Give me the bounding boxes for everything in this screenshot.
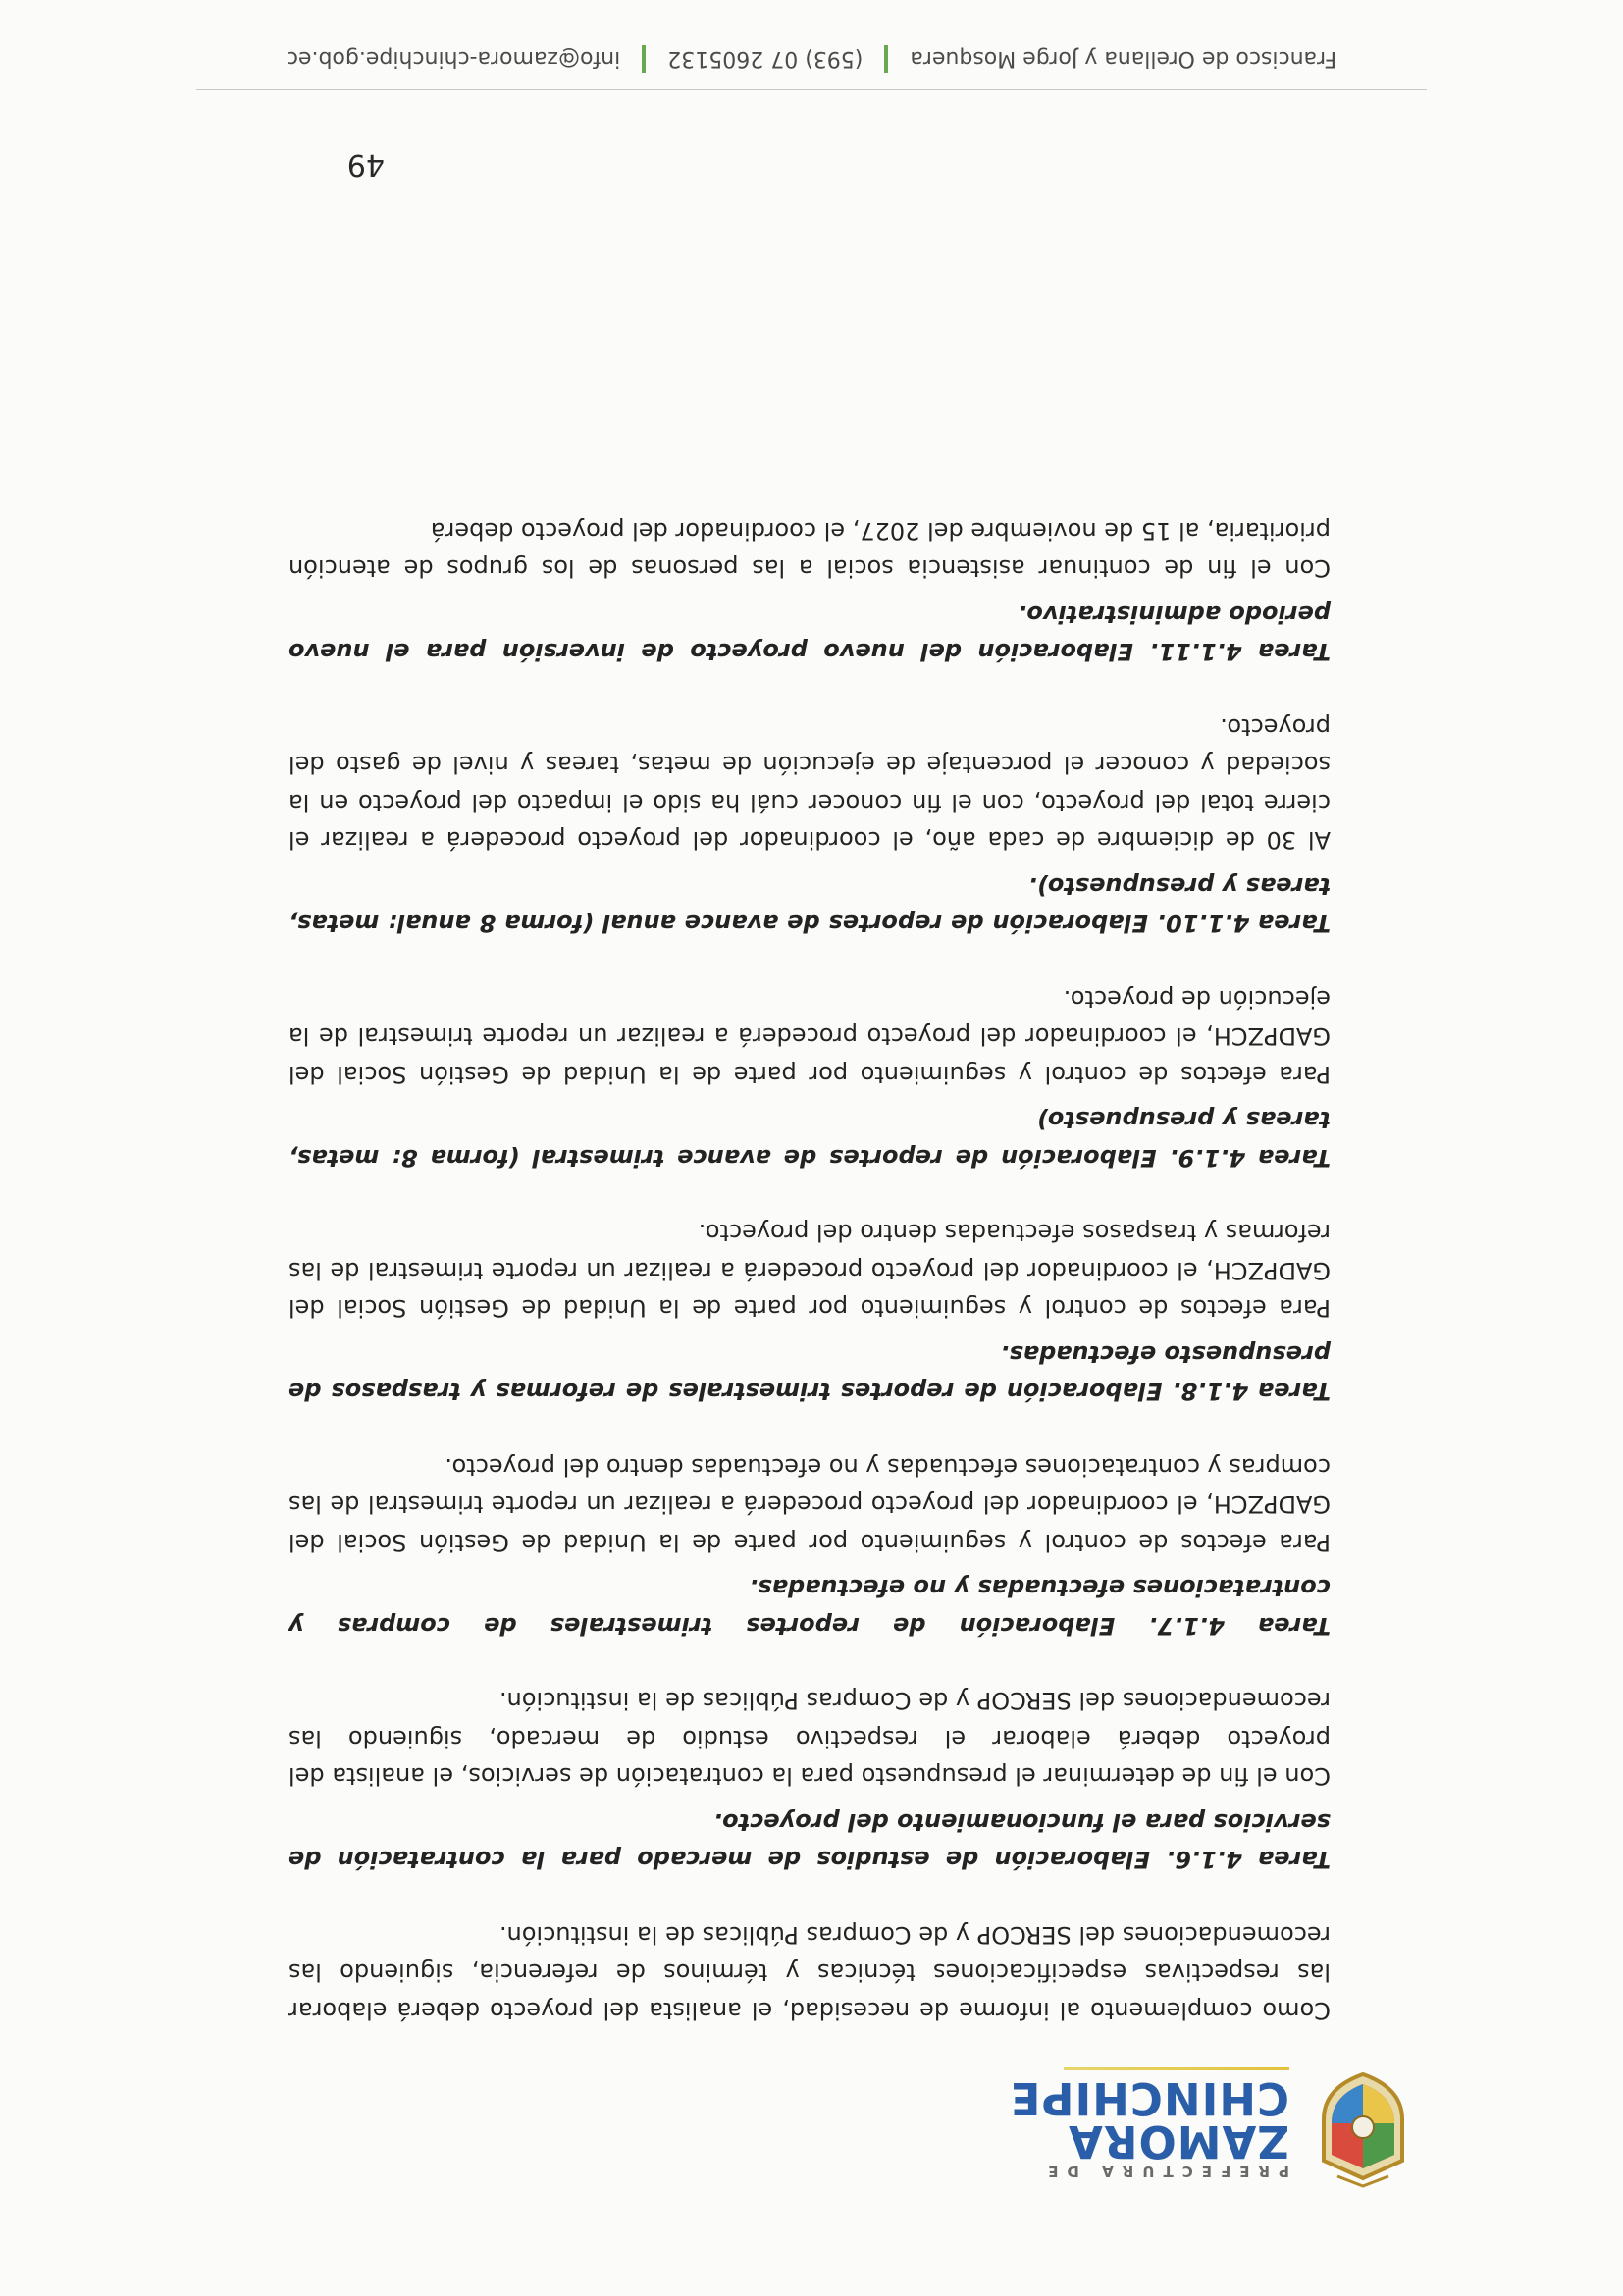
body-paragraph: Con el fin de determinar el presupuesto para la contratación de servicios, el analista del proyecto deberá elaborar el respectivo estudio de mercado, siguiendo las recomendaciones del SERCOP y de Compras Públicas de la institución. bbox=[288, 1687, 1331, 1791]
page-number: 49 bbox=[346, 147, 385, 182]
brand-subtitle: PREFECTURA DE bbox=[1039, 2163, 1289, 2180]
footer-phone: (593) 07 2605132 bbox=[667, 46, 864, 72]
footer-contact-row bbox=[196, 45, 1427, 73]
footer-rule bbox=[196, 89, 1427, 90]
task-heading: Tarea 4.1.7. Elaboración de reportes trimestrales de compras y contrataciones efectuadas y no efectuadas. bbox=[288, 1574, 1331, 1640]
footer-separator bbox=[884, 45, 888, 73]
footer-email: info@zamora-chinchipe.gob.ec bbox=[286, 46, 621, 72]
task-heading: Tarea 4.1.8. Elaboración de reportes trimestrales de reformas y traspasos de presupuesto efectuadas. bbox=[288, 1340, 1331, 1406]
page-footer bbox=[196, 31, 1427, 90]
body-paragraph: Para efectos de control y seguimiento por parte de la Unidad de Gestión Social del GADPZCH, el coordinador del proyecto procederá a realizar un reporte trimestral de la ejecución de proyecto. bbox=[288, 985, 1331, 1088]
footer-separator bbox=[642, 45, 646, 73]
brand-block bbox=[1010, 2067, 1289, 2180]
brand-underline bbox=[1064, 2067, 1289, 2070]
document-body bbox=[288, 475, 1331, 2030]
task-heading: Tarea 4.1.11. Elaboración del nuevo proyecto de inversión para el nuevo periodo administrativo. bbox=[288, 600, 1331, 666]
body-paragraph: Para efectos de control y seguimiento por parte de la Unidad de Gestión Social del GADPZCH, el coordinador del proyecto procederá a realizar un reporte trimestral de las reformas y traspasos efectuadas dentro del proyecto. bbox=[288, 1219, 1331, 1323]
task-heading: Tarea 4.1.6. Elaboración de estudios de mercado para la contratación de servicios para el funcionamiento del proyecto. bbox=[288, 1808, 1331, 1874]
brand-title-chinchipe: CHINCHIPE bbox=[1009, 2072, 1289, 2124]
page-header bbox=[0, 2041, 1623, 2296]
body-paragraph: Como complemento al informe de necesidad, el analista del proyecto deberá elaborar las respectivas especificaciones técnicas y términos de referencia, siguiendo las recomendaciones del SERCOP y de Compras Públicas de la institución. bbox=[288, 1921, 1331, 2024]
body-paragraph: Para efectos de control y seguimiento por parte de la Unidad de Gestión Social del GADPZCH, el coordinador del proyecto procederá a realizar un reporte trimestral de las compras y contrataciones efectuadas y no efectuadas dentro del proyecto. bbox=[288, 1453, 1331, 1556]
footer-address: Francisco de Orellana y Jorge Mosquera bbox=[910, 46, 1337, 72]
task-heading: Tarea 4.1.10. Elaboración de reportes de avance anual (forma 8 anual: metas, tareas y presupuesto). bbox=[288, 872, 1331, 938]
body-paragraph: Con el fin de continuar asistencia social a las personas de los grupos de atención prioritaria, al 15 de noviembre del 2027, el coordinador del proyecto deberá bbox=[288, 517, 1331, 583]
body-paragraph: Al 30 de diciembre de cada año, el coordinador del proyecto procederá a realizar el cierre total del proyecto, con el fin conocer cuál ha sido el impacto del proyecto en la sociedad y conocer el porcentaje de ejecución de metas, tareas y nivel de gasto del proyecto. bbox=[288, 713, 1331, 855]
brand-title-zamora: ZAMORA bbox=[1068, 2115, 1289, 2167]
task-heading: Tarea 4.1.9. Elaboración de reportes de avance trimestral (forma 8: metas, tareas y presupuesto) bbox=[288, 1106, 1331, 1172]
coat-of-arms-logo bbox=[1304, 2070, 1422, 2188]
